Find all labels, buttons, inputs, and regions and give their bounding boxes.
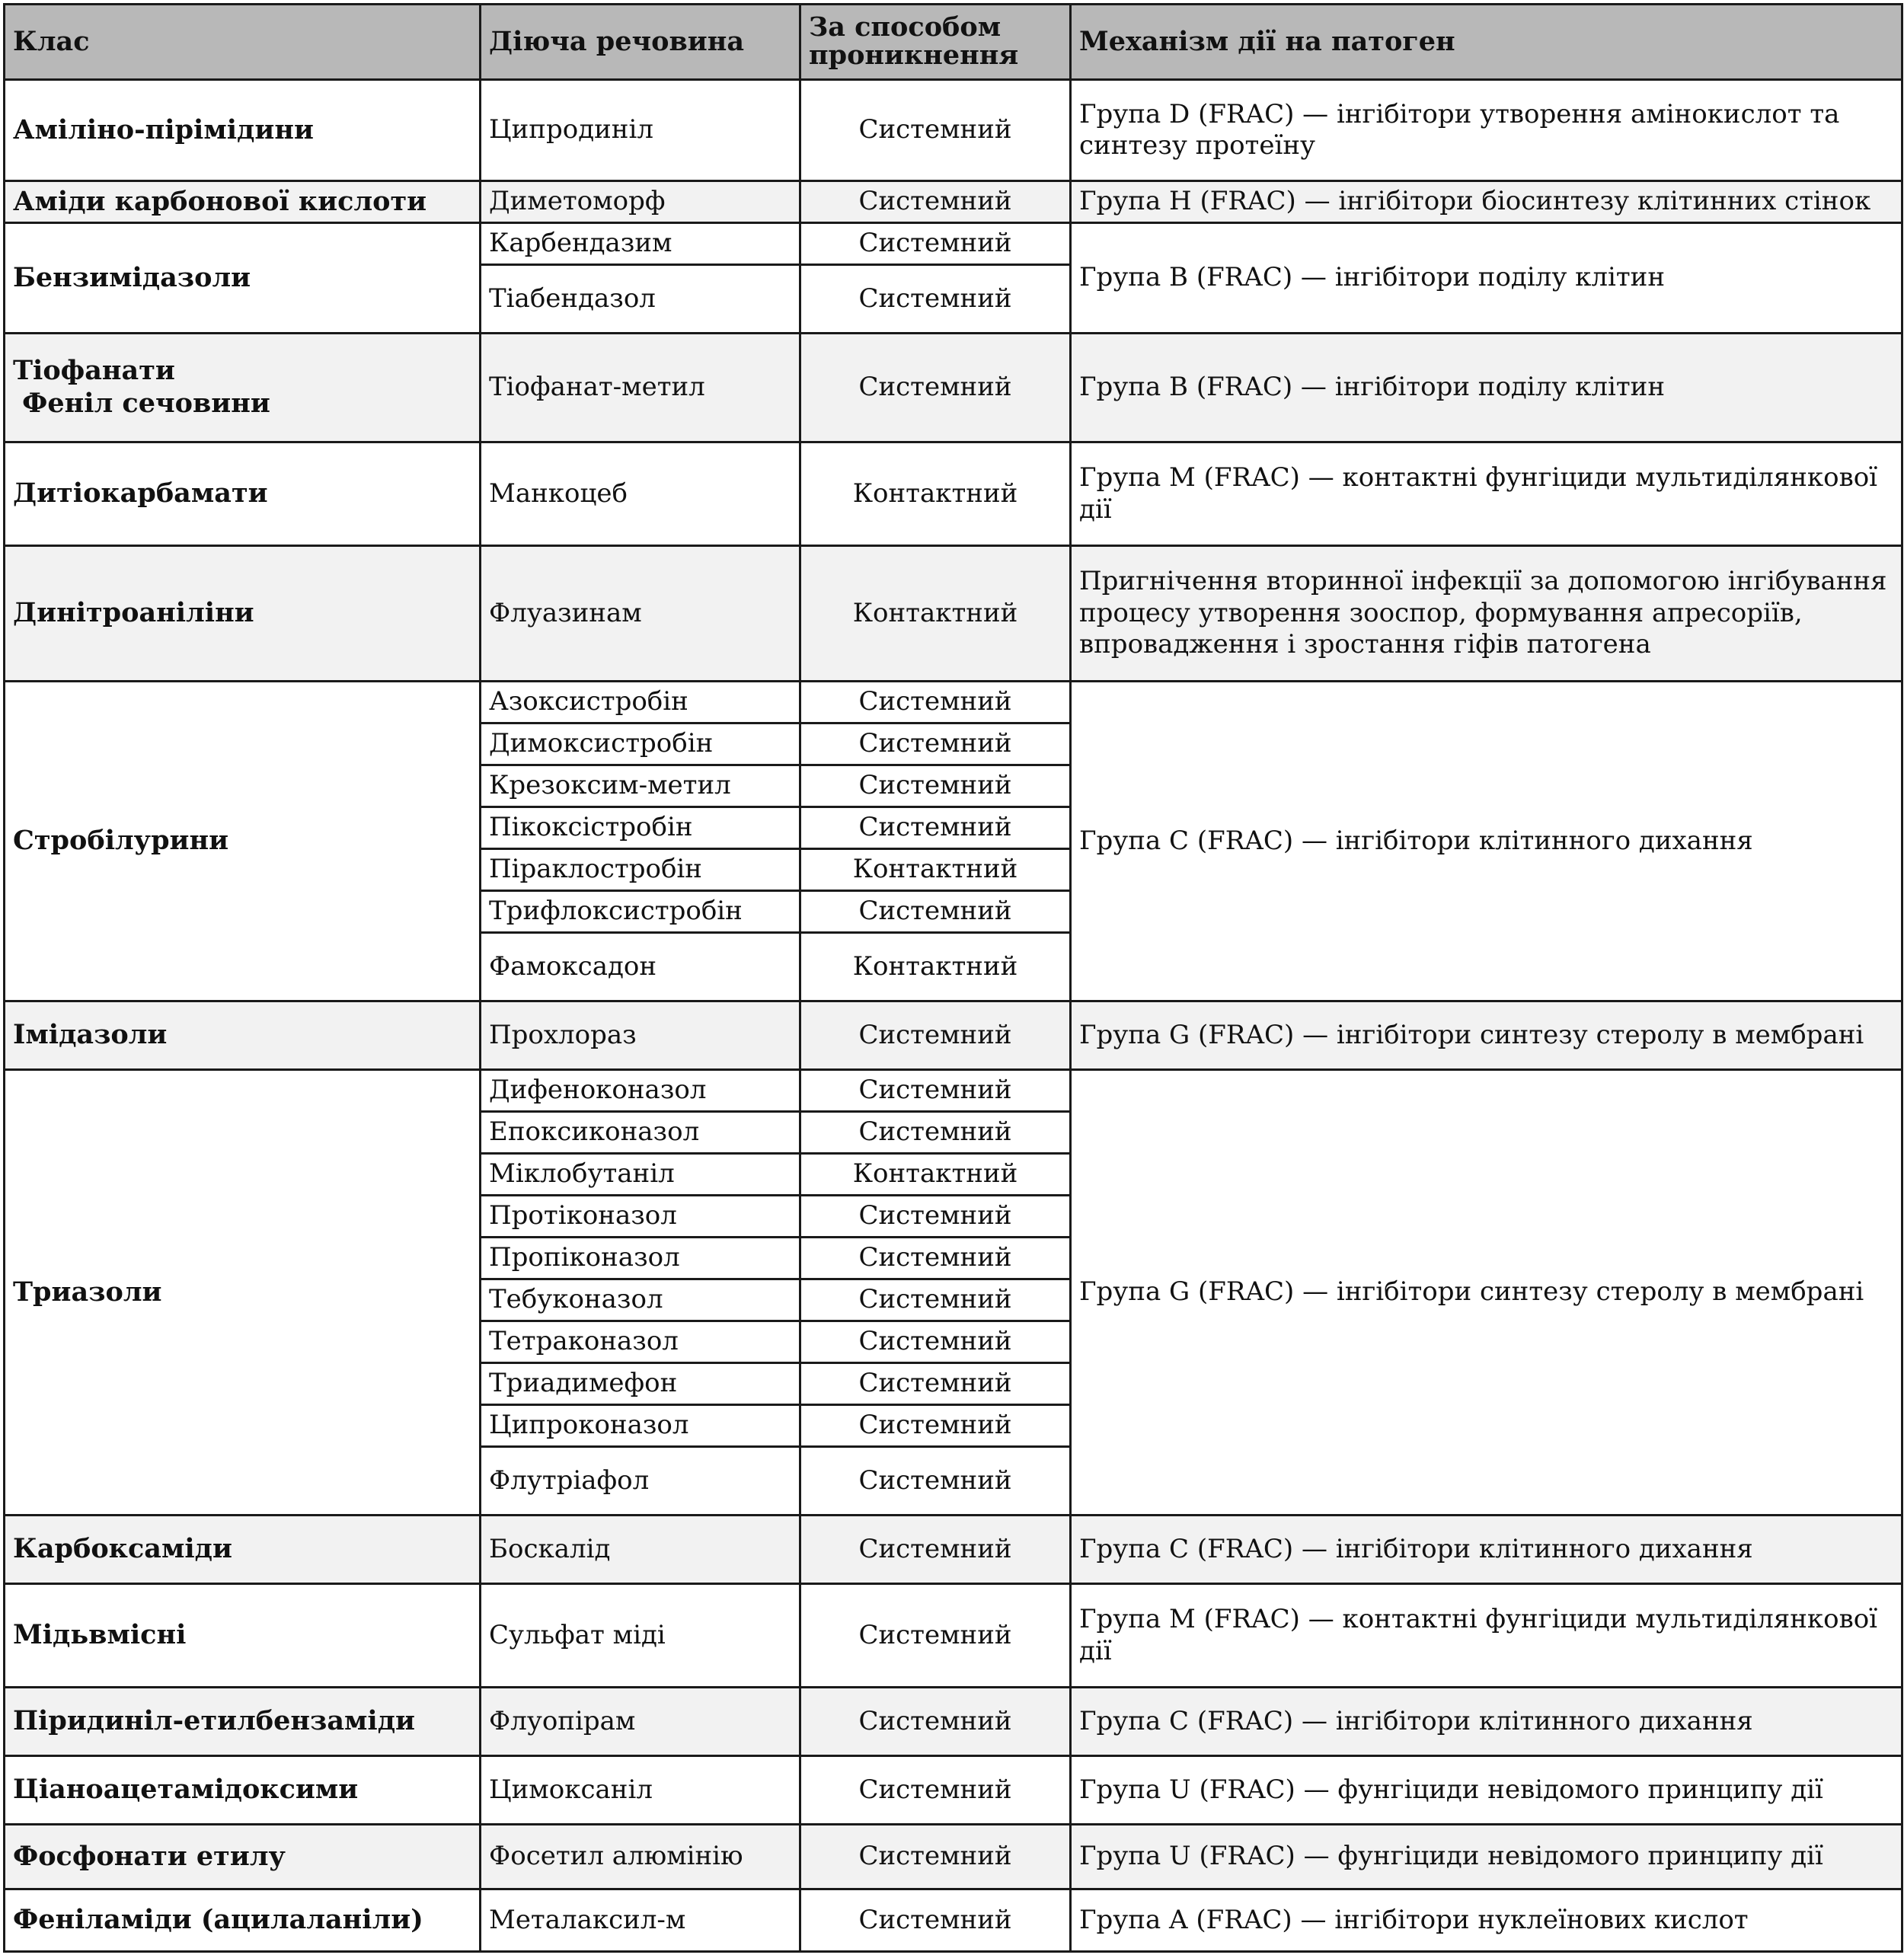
- penetration-mode-cell: Системний: [800, 223, 1071, 265]
- penetration-mode-cell: Системний: [800, 1196, 1071, 1238]
- penetration-mode-cell: Системний: [800, 1688, 1071, 1756]
- penetration-mode-cell: Системний: [800, 334, 1071, 442]
- mechanism-cell: Група U (FRAC) — фунгіциди невідомого принципу дії: [1071, 1756, 1902, 1825]
- class-cell: Динітроаніліни: [5, 546, 481, 682]
- mechanism-cell: Група M (FRAC) — контактні фунгіциди мультиділянкової дії: [1071, 442, 1902, 546]
- substance-cell: Протіконазол: [481, 1196, 800, 1238]
- mechanism-cell: Група C (FRAC) — інгібітори клітинного дихання: [1071, 682, 1902, 1001]
- header-penetration-mode-text: За способом проникнення: [809, 11, 1019, 71]
- penetration-mode-cell: Системний: [800, 891, 1071, 933]
- table-row: [5, 1825, 1902, 1889]
- mechanism-cell: Група B (FRAC) — інгібітори поділу клітин: [1071, 334, 1902, 442]
- class-cell: Аміди карбонової кислоти: [5, 181, 481, 223]
- table-row: [5, 1584, 1902, 1688]
- substance-cell: Димоксистробін: [481, 723, 800, 765]
- substance-cell: Цимоксаніл: [481, 1756, 800, 1825]
- header-class: Клас: [5, 5, 481, 80]
- table-row: [5, 1001, 1902, 1070]
- class-cell: Бензимідазоли: [5, 223, 481, 334]
- penetration-mode-cell: Контактний: [800, 849, 1071, 891]
- penetration-mode-cell: Системний: [800, 1279, 1071, 1321]
- mechanism-cell: Група U (FRAC) — фунгіциди невідомого принципу дії: [1071, 1825, 1902, 1889]
- substance-cell: Диметоморф: [481, 181, 800, 223]
- penetration-mode-cell: Контактний: [800, 442, 1071, 546]
- penetration-mode-cell: Системний: [800, 1321, 1071, 1363]
- table-row: [5, 1516, 1902, 1584]
- class-cell: [5, 334, 481, 442]
- penetration-mode-cell: Системний: [800, 1825, 1071, 1889]
- table-row: [5, 442, 1902, 546]
- substance-cell: Флуазинам: [481, 546, 800, 682]
- penetration-mode-cell: Системний: [800, 1070, 1071, 1112]
- mechanism-cell: Група H (FRAC) — інгібітори біосинтезу клітинних стінок: [1071, 181, 1902, 223]
- class-cell: Мідьвмісні: [5, 1584, 481, 1688]
- mechanism-cell: Пригнічення вторинної інфекції за допомогою інгібування процесу утворення зооспор, формування апресоріїв, впровадження і зростання гіфів патогена: [1071, 546, 1902, 682]
- substance-cell: Металаксил-м: [481, 1889, 800, 1952]
- substance-cell: Пропіконазол: [481, 1238, 800, 1279]
- penetration-mode-cell: Системний: [800, 1001, 1071, 1070]
- table-row: [5, 682, 1902, 723]
- mechanism-cell: Група C (FRAC) — інгібітори клітинного дихання: [1071, 1688, 1902, 1756]
- penetration-mode-cell: Системний: [800, 181, 1071, 223]
- class-cell: Піридиніл-етилбензаміди: [5, 1688, 481, 1756]
- mechanism-cell: Група B (FRAC) — інгібітори поділу клітин: [1071, 223, 1902, 334]
- penetration-mode-cell: Системний: [800, 1516, 1071, 1584]
- substance-cell: Пікоксістробін: [481, 807, 800, 849]
- substance-cell: Триадимефон: [481, 1363, 800, 1405]
- class-cell: Триазоли: [5, 1070, 481, 1516]
- substance-cell: Карбендазим: [481, 223, 800, 265]
- substance-cell: Сульфат міді: [481, 1584, 800, 1688]
- penetration-mode-cell: Системний: [800, 265, 1071, 334]
- substance-cell: Крезоксим-метил: [481, 765, 800, 807]
- substance-cell: Піраклостробін: [481, 849, 800, 891]
- class-cell: Карбоксаміди: [5, 1516, 481, 1584]
- substance-cell: Тетраконазол: [481, 1321, 800, 1363]
- class-cell-line: Феніл сечовини: [13, 388, 270, 419]
- penetration-mode-cell: Системний: [800, 1584, 1071, 1688]
- mechanism-cell: Група G (FRAC) — інгібітори синтезу стеролу в мембрані: [1071, 1070, 1902, 1516]
- substance-cell: Дифеноконазол: [481, 1070, 800, 1112]
- table-row: [5, 1889, 1902, 1952]
- table-row: [5, 1070, 1902, 1112]
- table-row: [5, 546, 1902, 682]
- substance-cell: Міклобутаніл: [481, 1154, 800, 1196]
- table-row: [5, 80, 1902, 181]
- class-cell: Імідазоли: [5, 1001, 481, 1070]
- penetration-mode-cell: Системний: [800, 80, 1071, 181]
- penetration-mode-cell: Системний: [800, 1756, 1071, 1825]
- table-row: [5, 1688, 1902, 1756]
- substance-cell: Ципродиніл: [481, 80, 800, 181]
- penetration-mode-cell: Системний: [800, 1447, 1071, 1516]
- class-cell: Аміліно-пірімідини: [5, 80, 481, 181]
- penetration-mode-cell: Системний: [800, 807, 1071, 849]
- class-cell: Феніламіди (ацилаланіли): [5, 1889, 481, 1952]
- mechanism-cell: Група A (FRAC) — інгібітори нуклеїнових кислот: [1071, 1889, 1902, 1952]
- class-cell: Ціаноацетамідоксими: [5, 1756, 481, 1825]
- class-cell-line: Тіофанати: [13, 355, 175, 387]
- header-penetration-mode: [800, 5, 1071, 80]
- mechanism-cell: Група M (FRAC) — контактні фунгіциди мультиділянкової дії: [1071, 1584, 1902, 1688]
- substance-cell: Ципроконазол: [481, 1405, 800, 1447]
- mechanism-cell: Група C (FRAC) — інгібітори клітинного дихання: [1071, 1516, 1902, 1584]
- header-active-substance: Діюча речовина: [481, 5, 800, 80]
- penetration-mode-cell: Контактний: [800, 546, 1071, 682]
- class-cell: Стробілурини: [5, 682, 481, 1001]
- table-row: [5, 223, 1902, 265]
- penetration-mode-cell: Системний: [800, 1363, 1071, 1405]
- substance-cell: Тіофанат-метил: [481, 334, 800, 442]
- mechanism-cell: Група G (FRAC) — інгібітори синтезу стеролу в мембрані: [1071, 1001, 1902, 1070]
- table-row: [5, 334, 1902, 442]
- fungicide-classes-table: [3, 3, 1903, 1953]
- substance-cell: Тіабендазол: [481, 265, 800, 334]
- substance-cell: Флуопірам: [481, 1688, 800, 1756]
- table-body: [5, 80, 1902, 1952]
- penetration-mode-cell: Системний: [800, 1889, 1071, 1952]
- substance-cell: Тебуконазол: [481, 1279, 800, 1321]
- mechanism-cell: Група D (FRAC) — інгібітори утворення амінокислот та синтезу протеїну: [1071, 80, 1902, 181]
- substance-cell: Фамоксадон: [481, 933, 800, 1001]
- table-row: [5, 181, 1902, 223]
- substance-cell: Манкоцеб: [481, 442, 800, 546]
- header-mechanism: Механізм дії на патоген: [1071, 5, 1902, 80]
- penetration-mode-cell: Системний: [800, 1238, 1071, 1279]
- substance-cell: Епоксиконазол: [481, 1112, 800, 1154]
- penetration-mode-cell: Системний: [800, 723, 1071, 765]
- substance-cell: Трифлоксистробін: [481, 891, 800, 933]
- penetration-mode-cell: Системний: [800, 1405, 1071, 1447]
- penetration-mode-cell: Контактний: [800, 1154, 1071, 1196]
- table-header-row: [5, 5, 1902, 80]
- penetration-mode-cell: Системний: [800, 682, 1071, 723]
- penetration-mode-cell: Контактний: [800, 933, 1071, 1001]
- class-cell: Фосфонати етилу: [5, 1825, 481, 1889]
- substance-cell: Флутріафол: [481, 1447, 800, 1516]
- penetration-mode-cell: Системний: [800, 1112, 1071, 1154]
- penetration-mode-cell: Системний: [800, 765, 1071, 807]
- class-cell: Дитіокарбамати: [5, 442, 481, 546]
- substance-cell: Фосетил алюмінію: [481, 1825, 800, 1889]
- table-row: [5, 1756, 1902, 1825]
- substance-cell: Боскалід: [481, 1516, 800, 1584]
- substance-cell: Азоксистробін: [481, 682, 800, 723]
- substance-cell: Прохлораз: [481, 1001, 800, 1070]
